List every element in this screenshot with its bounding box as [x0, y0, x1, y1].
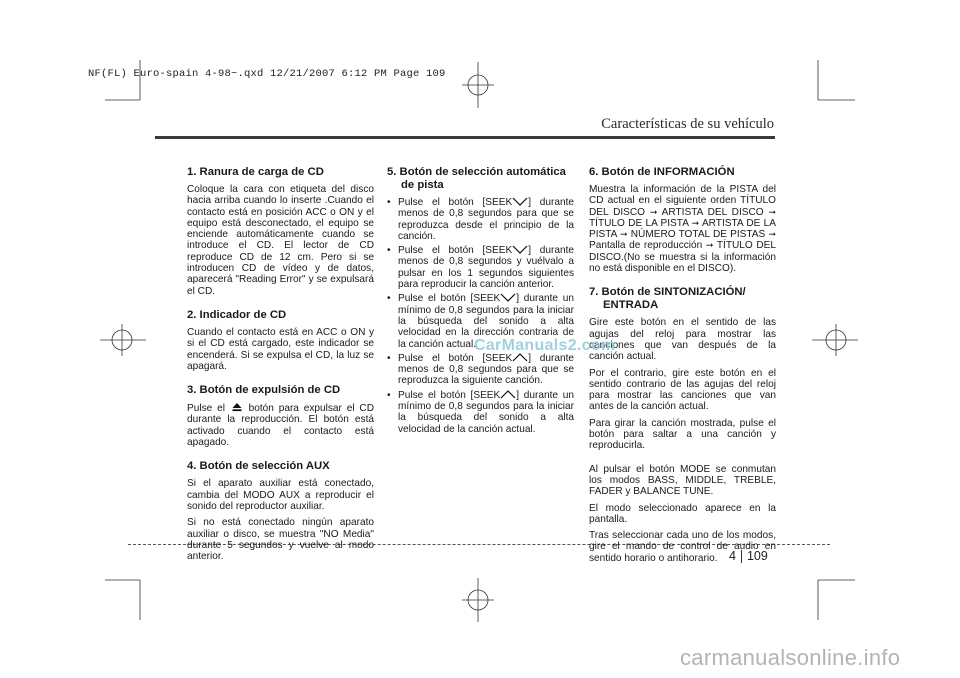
text: ] durante un mínimo de 0,8 segundos para la iniciar la búsqueda del sonido a alta velocidad en la dirección contraria de la canción actual.: [398, 293, 574, 350]
text: Pulse el: [187, 403, 225, 415]
list-item: [387, 353, 574, 387]
registration-mark-right: [812, 324, 858, 356]
column-right: [589, 166, 776, 576]
list-item: [387, 245, 574, 290]
chapter-title: Características de su vehículo: [601, 116, 774, 132]
section-heading: 4. Botón de selección AUX: [187, 460, 330, 473]
chevron-down-icon: [512, 197, 528, 206]
chevron-up-icon: [500, 390, 516, 399]
paragraph: Para girar la canción mostrada, pulse el botón para saltar a una canción y reproducirla.: [589, 417, 776, 452]
section-heading: 1. Ranura de carga de CD: [187, 166, 324, 178]
text: Pulse el botón [SEEK: [398, 293, 501, 305]
bullet-list: [387, 197, 574, 435]
paragraph: Al pulsar el botón MODE se conmutan los modos BASS, MIDDLE, TREBLE, FADER y BALANCE TUNE.: [589, 463, 776, 498]
paragraph: [187, 402, 374, 448]
section-tune-enter: [589, 286, 776, 564]
text: Pulse el botón [SEEK: [398, 245, 513, 257]
registration-mark-bottom: [462, 578, 494, 622]
text: ] durante menos de 0,8 segundos para que se reproduzca la siguiente canción.: [398, 352, 575, 387]
chevron-down-icon: [512, 245, 528, 254]
registration-mark-top: [462, 62, 494, 108]
right-arrow-icon: ➞: [768, 229, 776, 240]
chevron-down-icon: [500, 293, 516, 302]
list-item: [387, 390, 574, 435]
text: ] durante menos de 0,8 segundos para que se reproduzca desde el principio de la canción.: [398, 197, 575, 242]
text: Pantalla de reproducción: [589, 240, 703, 252]
paragraph: Gire este botón en el sentido de las agujas del reloj para mostrar las canciones que van después de la canción actual.: [589, 317, 776, 363]
section-track-select: [387, 166, 574, 435]
right-arrow-icon: ➞: [768, 206, 776, 217]
text: ] durante un mínimo de 0,8 segundos para la iniciar la búsqueda del sonido a alta velocidad de la canción actual.: [398, 389, 574, 435]
column-left: [187, 166, 374, 574]
list-item: [387, 197, 574, 242]
footer-watermark: carmanualsonline.info: [680, 645, 901, 670]
section-heading: 3. Botón de expulsión de CD: [187, 384, 341, 397]
text: Pulse el botón [SEEK: [398, 389, 501, 401]
section-aux-button: [187, 460, 374, 562]
chapter-number: 4: [729, 549, 736, 563]
print-slug: NF(FL) Euro-spain 4-98~.qxd 12/21/2007 6:12 PM Page 109: [88, 68, 446, 80]
section-cd-slot: [187, 166, 374, 297]
page-number-value: 109: [746, 549, 768, 563]
eject-icon: [232, 402, 242, 412]
right-arrow-icon: ➞: [705, 240, 714, 251]
text: ARTISTA DEL DISCO: [661, 206, 764, 218]
paragraph: Coloque la cara con etiqueta del disco hacia arriba cuando lo inserte .Cuando el contacto está en posición ACC o ON y el equipo está desconectado, el equipo se enciende automáticamente cuando se introduce el CD. El lector de CD reproduce CD de 12 cm. Pero si se introducen CD de vídeo y de datos, aparecerá "Reading Error" y se expulsará el CD.: [187, 184, 374, 297]
section-heading: 6. Botón de INFORMACIÓN: [589, 166, 735, 178]
right-arrow-icon: ➞: [649, 206, 658, 217]
text: Pulse el botón [SEEK: [398, 352, 513, 364]
text: ARTISTA DE LA PISTA: [589, 217, 776, 241]
paragraph: Si el aparato auxiliar está conectado, cambia del MODO AUX a reproducir el sonido del reproductor auxiliar.: [187, 478, 374, 512]
section-heading: 7. Botón de SINTONIZACIÓN/ ENTRADA: [589, 286, 746, 312]
section-cd-indicator: [187, 309, 374, 372]
text: TÍTULO DE LA PISTA: [589, 217, 689, 229]
section-eject-button: [187, 384, 374, 448]
right-arrow-icon: ➞: [620, 229, 628, 240]
text: TÍTULO DEL DISCO.(No se muestra si la información no está disponible en el DISCO).: [589, 240, 777, 275]
column-middle: [387, 166, 574, 447]
text: Muestra la información de la PISTA del CD actual en el siguiente orden TÍTULO DEL DISCO: [589, 184, 776, 218]
registration-mark-left: [100, 324, 146, 356]
paragraph: [589, 184, 776, 274]
paragraph: Tras seleccionar cada uno de los modos, gire el mando de control de audio en sentido horario o antihorario.: [589, 530, 776, 564]
paragraph: Si no está conectado ningún aparato auxiliar o disco, se muestra "NO Media" durante 5 segundos y vuelve al modo anterior.: [187, 517, 374, 563]
section-info-button: [589, 166, 776, 274]
text: botón para expulsar el CD durante la reproducción. El botón está activado cuando el contacto está apagado.: [187, 403, 374, 449]
paragraph: Por el contrario, gire este botón en el sentido contrario de las agujas del reloj para mostrar las canciones que van antes de la canción actual.: [589, 367, 776, 413]
header-rule: [155, 136, 775, 139]
text: Pulse el botón [SEEK: [398, 197, 513, 208]
paragraph: Cuando el contacto está en ACC o ON y si el CD está cargado, este indicador se encenderá. Si se expulsa el CD, la luz se apagará.: [187, 326, 374, 372]
text: ] durante menos de 0,8 segundos y vuélvalo a pulsar en los 1 segundos siguientes para reproducir la canción anterior.: [398, 245, 575, 291]
right-arrow-icon: ➞: [691, 217, 700, 228]
watermark-logo: CarManuals2.com: [474, 337, 616, 354]
section-heading: 5. Botón de selección automática de pista: [387, 166, 566, 191]
paragraph: El modo seleccionado aparece en la pantalla.: [589, 502, 776, 525]
text: NÚMERO TOTAL DE PISTAS: [630, 229, 766, 241]
section-heading: 2. Indicador de CD: [187, 308, 287, 321]
